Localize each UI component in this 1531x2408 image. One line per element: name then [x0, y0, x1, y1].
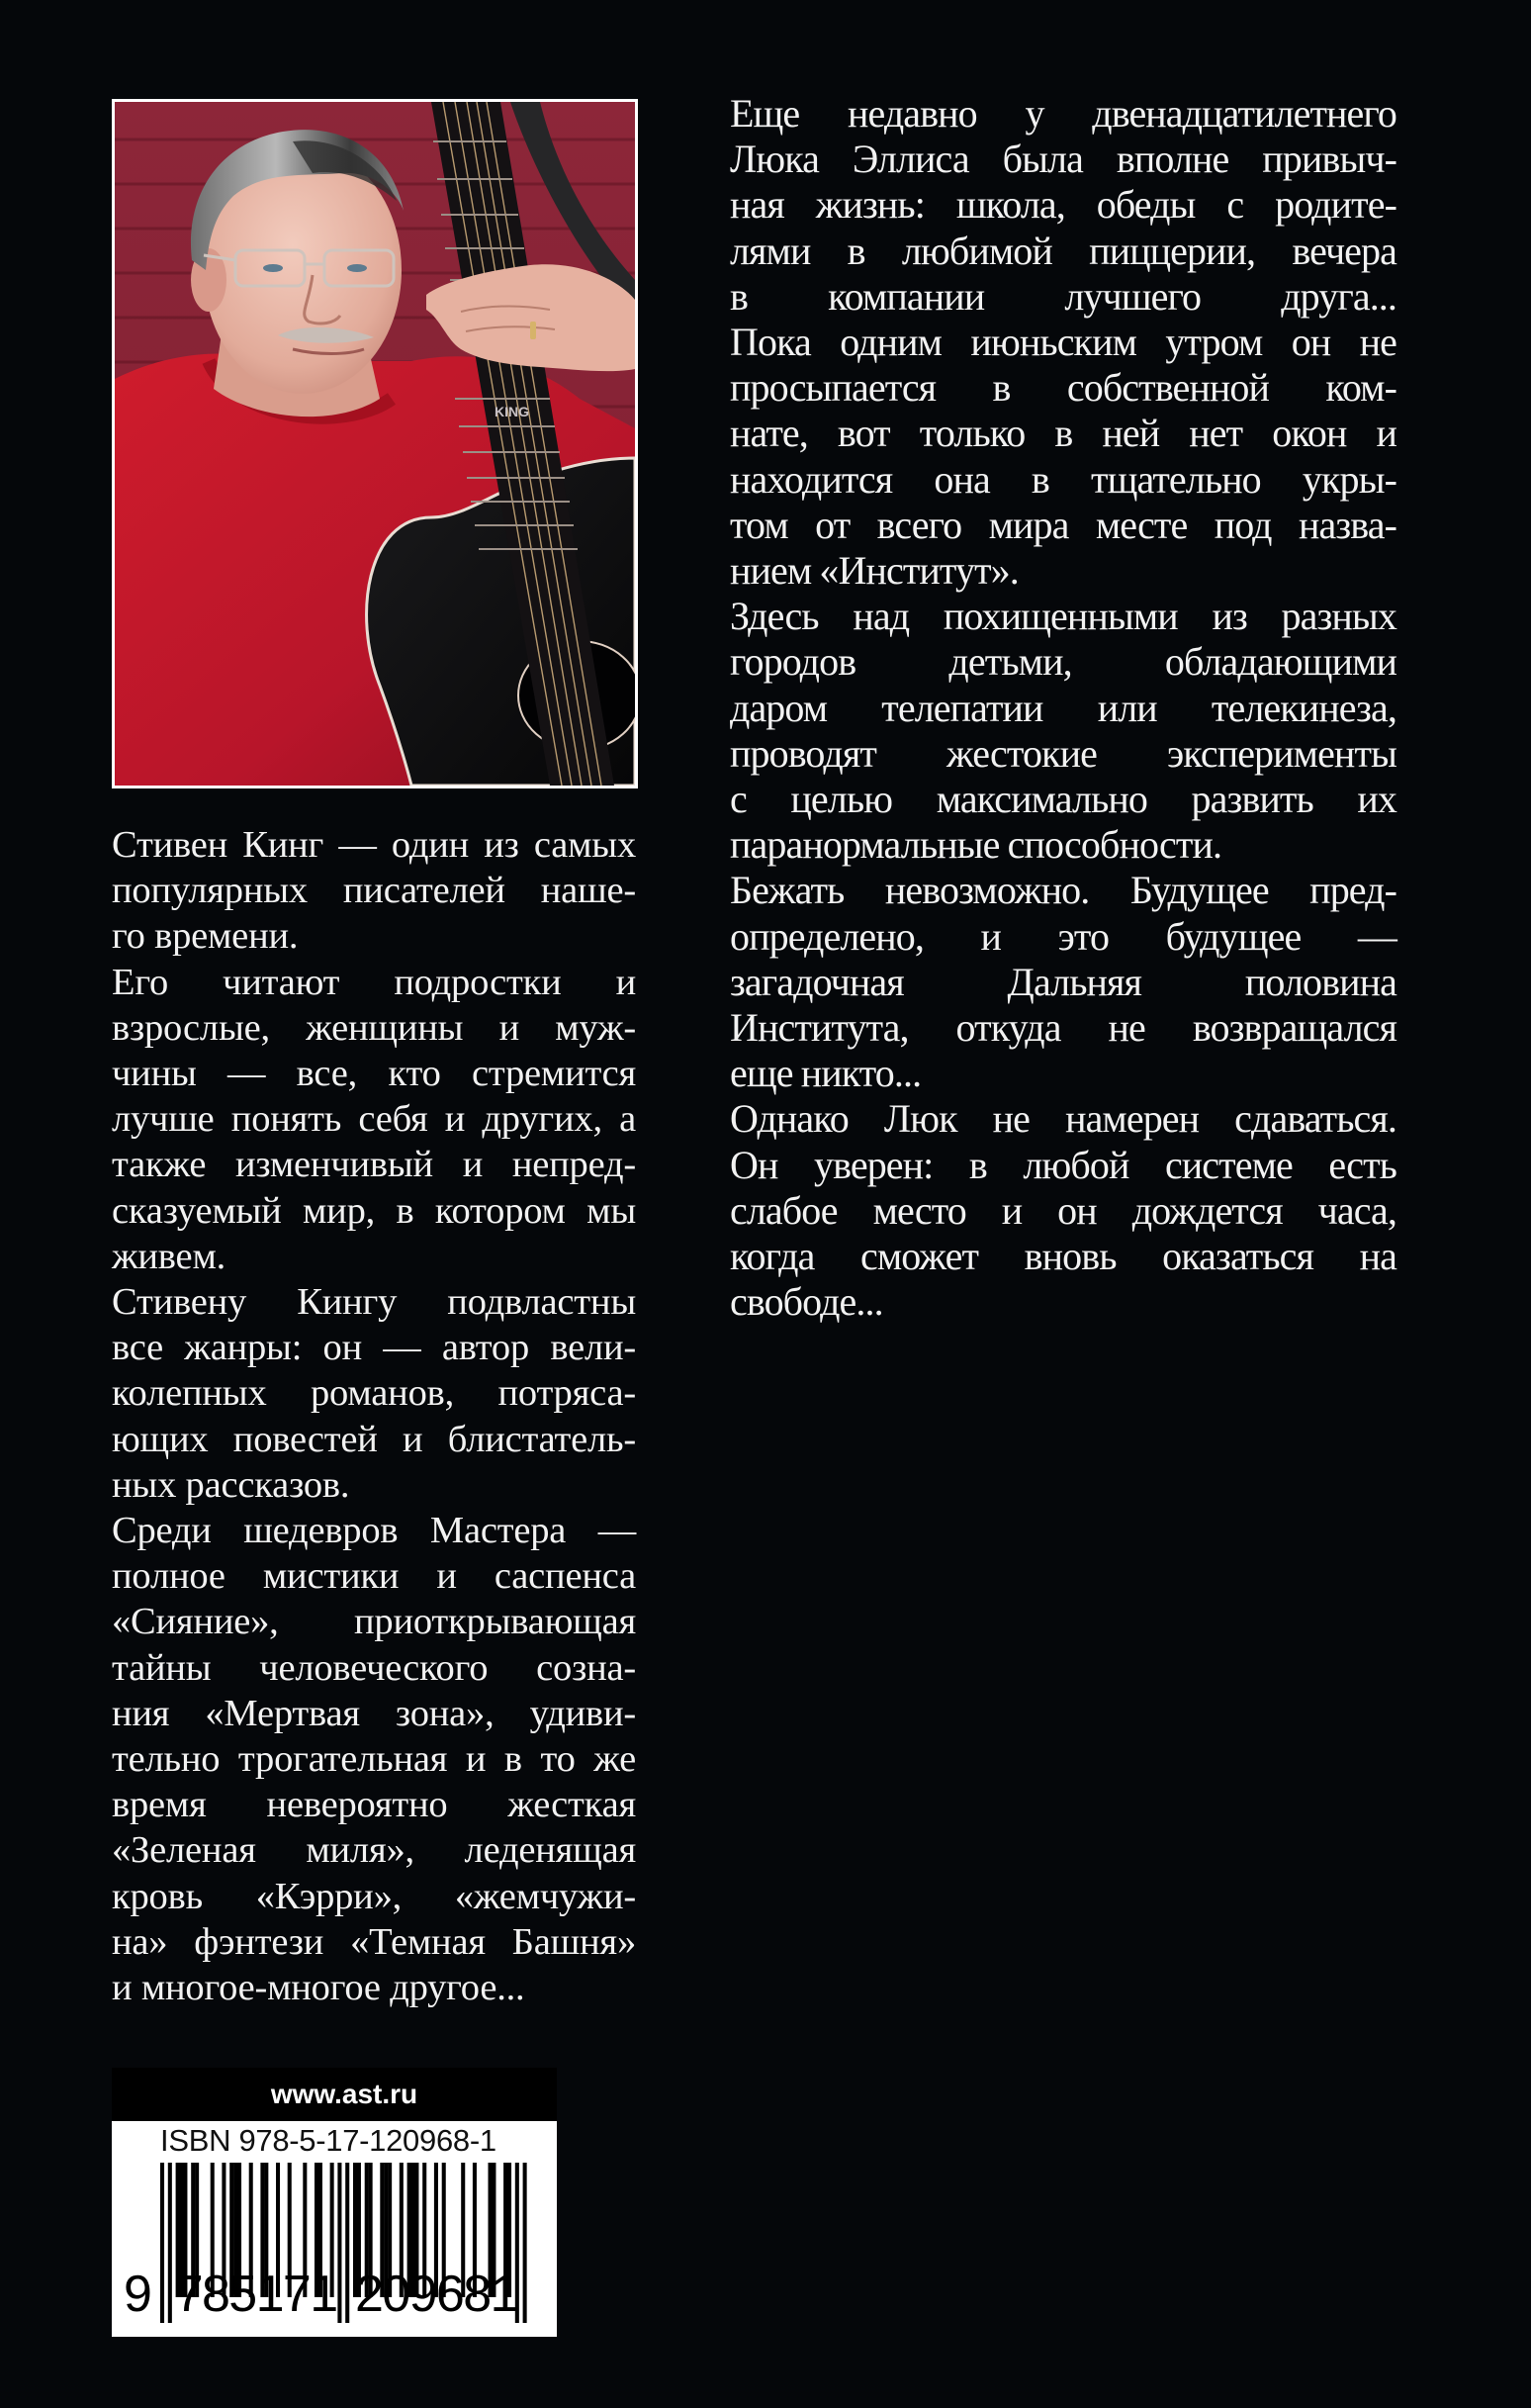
bio-line: ющих повестей и блистатель-	[112, 1418, 636, 1460]
bio-line: популярных писателей наше-	[112, 870, 636, 912]
blurb-line: с целью максимально развить их	[730, 777, 1396, 822]
blurb-line: Он уверен: в любой системе есть	[730, 1142, 1396, 1187]
bio-line: живем.	[112, 1235, 226, 1277]
bio-paragraph-3	[112, 1279, 636, 1508]
blurb-line: Еще недавно у двенадцатилетнего	[730, 91, 1396, 136]
ean-digit: 1	[310, 2266, 339, 2323]
bio-line: «Сияние», приоткрывающая	[112, 1601, 636, 1643]
blurb-line: определено, и это будущее —	[730, 913, 1396, 959]
blurb-line: Института, откуда не возвращался	[730, 1005, 1396, 1051]
blurb-paragraph-2	[730, 594, 1396, 868]
author-photo-illustration	[115, 102, 635, 786]
ean-digit: 5	[228, 2266, 258, 2323]
blurb-line: свободе...	[730, 1279, 883, 1325]
blurb-paragraph-3	[730, 868, 1396, 1096]
bio-line: Стивен Кинг — один из самых	[112, 824, 636, 866]
blurb-line: городов детьми, обладающими	[730, 639, 1396, 685]
isbn-barcode	[112, 2121, 557, 2337]
author-photo	[112, 99, 638, 788]
bio-paragraph-2	[112, 960, 636, 1279]
author-bio-column	[112, 822, 636, 2010]
ean-digit: 7	[282, 2266, 312, 2323]
bio-line: все жанры: он — автор вели-	[112, 1327, 636, 1369]
blurb-line: том от всего мира месте под назва-	[730, 502, 1396, 547]
ean-digit: 1	[490, 2266, 519, 2323]
bio-line: также изменчивый и непред-	[112, 1144, 636, 1186]
ean-digit: 7	[174, 2266, 204, 2323]
blurb-line: находится она в тщательно укры-	[730, 456, 1396, 502]
blurb-line: лями в любимой пиццерии, вечера	[730, 228, 1396, 273]
bio-paragraph-4	[112, 1508, 636, 2010]
ean-digit: 8	[463, 2266, 493, 2323]
bio-line: время невероятно жесткая	[112, 1784, 636, 1826]
blurb-paragraph-4	[730, 1096, 1396, 1325]
ean-digit: 9	[408, 2266, 438, 2323]
ean-digit: 2	[355, 2266, 384, 2323]
bio-line: тельно трогательная и в то же	[112, 1738, 636, 1781]
bio-line: на» фэнтези «Темная Башня»	[112, 1920, 636, 1963]
bio-line: взрослые, женщины и муж-	[112, 1006, 636, 1049]
blurb-paragraph-1	[730, 91, 1396, 594]
bio-line: «Зеленая миля», леденящая	[112, 1829, 636, 1872]
bio-line: колепных романов, потряса-	[112, 1372, 636, 1415]
publisher-url: www.ast.ru	[112, 2068, 557, 2121]
blurb-line: ная жизнь: школа, обеды с родите-	[730, 182, 1396, 228]
blurb-line: еще никто...	[730, 1051, 922, 1096]
bio-paragraph-1	[112, 822, 636, 960]
blurb-line: паранормальные способности.	[730, 822, 1222, 868]
bio-line: ния «Мертвая зона», удиви-	[112, 1692, 636, 1734]
blurb-line: нием «Институт».	[730, 548, 1019, 594]
ean-digit: 0	[382, 2266, 411, 2323]
bio-line: го времени.	[112, 915, 299, 958]
isbn-label: ISBN 978-5-17-120968-1	[160, 2123, 496, 2158]
bio-line: чины — все, кто стремится	[112, 1053, 636, 1095]
guitar-inlay-text: KING	[495, 404, 529, 419]
blurb-line: просыпается в собственной ком-	[730, 365, 1396, 411]
ean-digit: 1	[255, 2266, 285, 2323]
bio-line: кровь «Кэрри», «жемчужи-	[112, 1875, 636, 1917]
blurb-line: когда сможет вновь оказаться на	[730, 1234, 1396, 1279]
barcode-panel	[112, 2068, 557, 2337]
book-blurb-column	[730, 91, 1396, 1325]
ean-digit: 9	[124, 2266, 152, 2323]
bio-line: Стивену Кингу подвластны	[112, 1281, 636, 1324]
bio-line: и многое-многое другое...	[112, 1967, 525, 2009]
ean-digit: 6	[435, 2266, 465, 2323]
blurb-line: Бежать невозможно. Будущее пред-	[730, 868, 1396, 913]
bio-line: Среди шедевров Мастера —	[112, 1510, 636, 1552]
ean-digit: 8	[202, 2266, 230, 2323]
blurb-line: проводят жестокие эксперименты	[730, 730, 1396, 776]
blurb-line: Однако Люк не намерен сдаваться.	[730, 1096, 1396, 1142]
blurb-line: в компании лучшего друга...	[730, 273, 1396, 319]
bio-line: тайны человеческого созна-	[112, 1646, 636, 1689]
blurb-line: даром телепатии или телекинеза,	[730, 685, 1396, 730]
blurb-line: Здесь над похищенными из разных	[730, 594, 1396, 639]
bio-line: сказуемый мир, в котором мы	[112, 1189, 636, 1232]
bio-line: ных рассказов.	[112, 1463, 350, 1506]
bio-line: лучше понять себя и других, а	[112, 1098, 636, 1141]
blurb-line: Пока одним июньским утром он не	[730, 320, 1396, 365]
bio-line: полное мистики и саспенса	[112, 1555, 636, 1598]
blurb-line: слабое место и он дождется часа,	[730, 1187, 1396, 1233]
ean-digits	[112, 2260, 557, 2329]
bio-line: Его читают подростки и	[112, 961, 636, 1003]
blurb-line: загадочная Дальняя половина	[730, 959, 1396, 1004]
blurb-line: Люка Эллиса была вполне привыч-	[730, 137, 1396, 182]
blurb-line: нате, вот только в ней нет окон и	[730, 411, 1396, 456]
